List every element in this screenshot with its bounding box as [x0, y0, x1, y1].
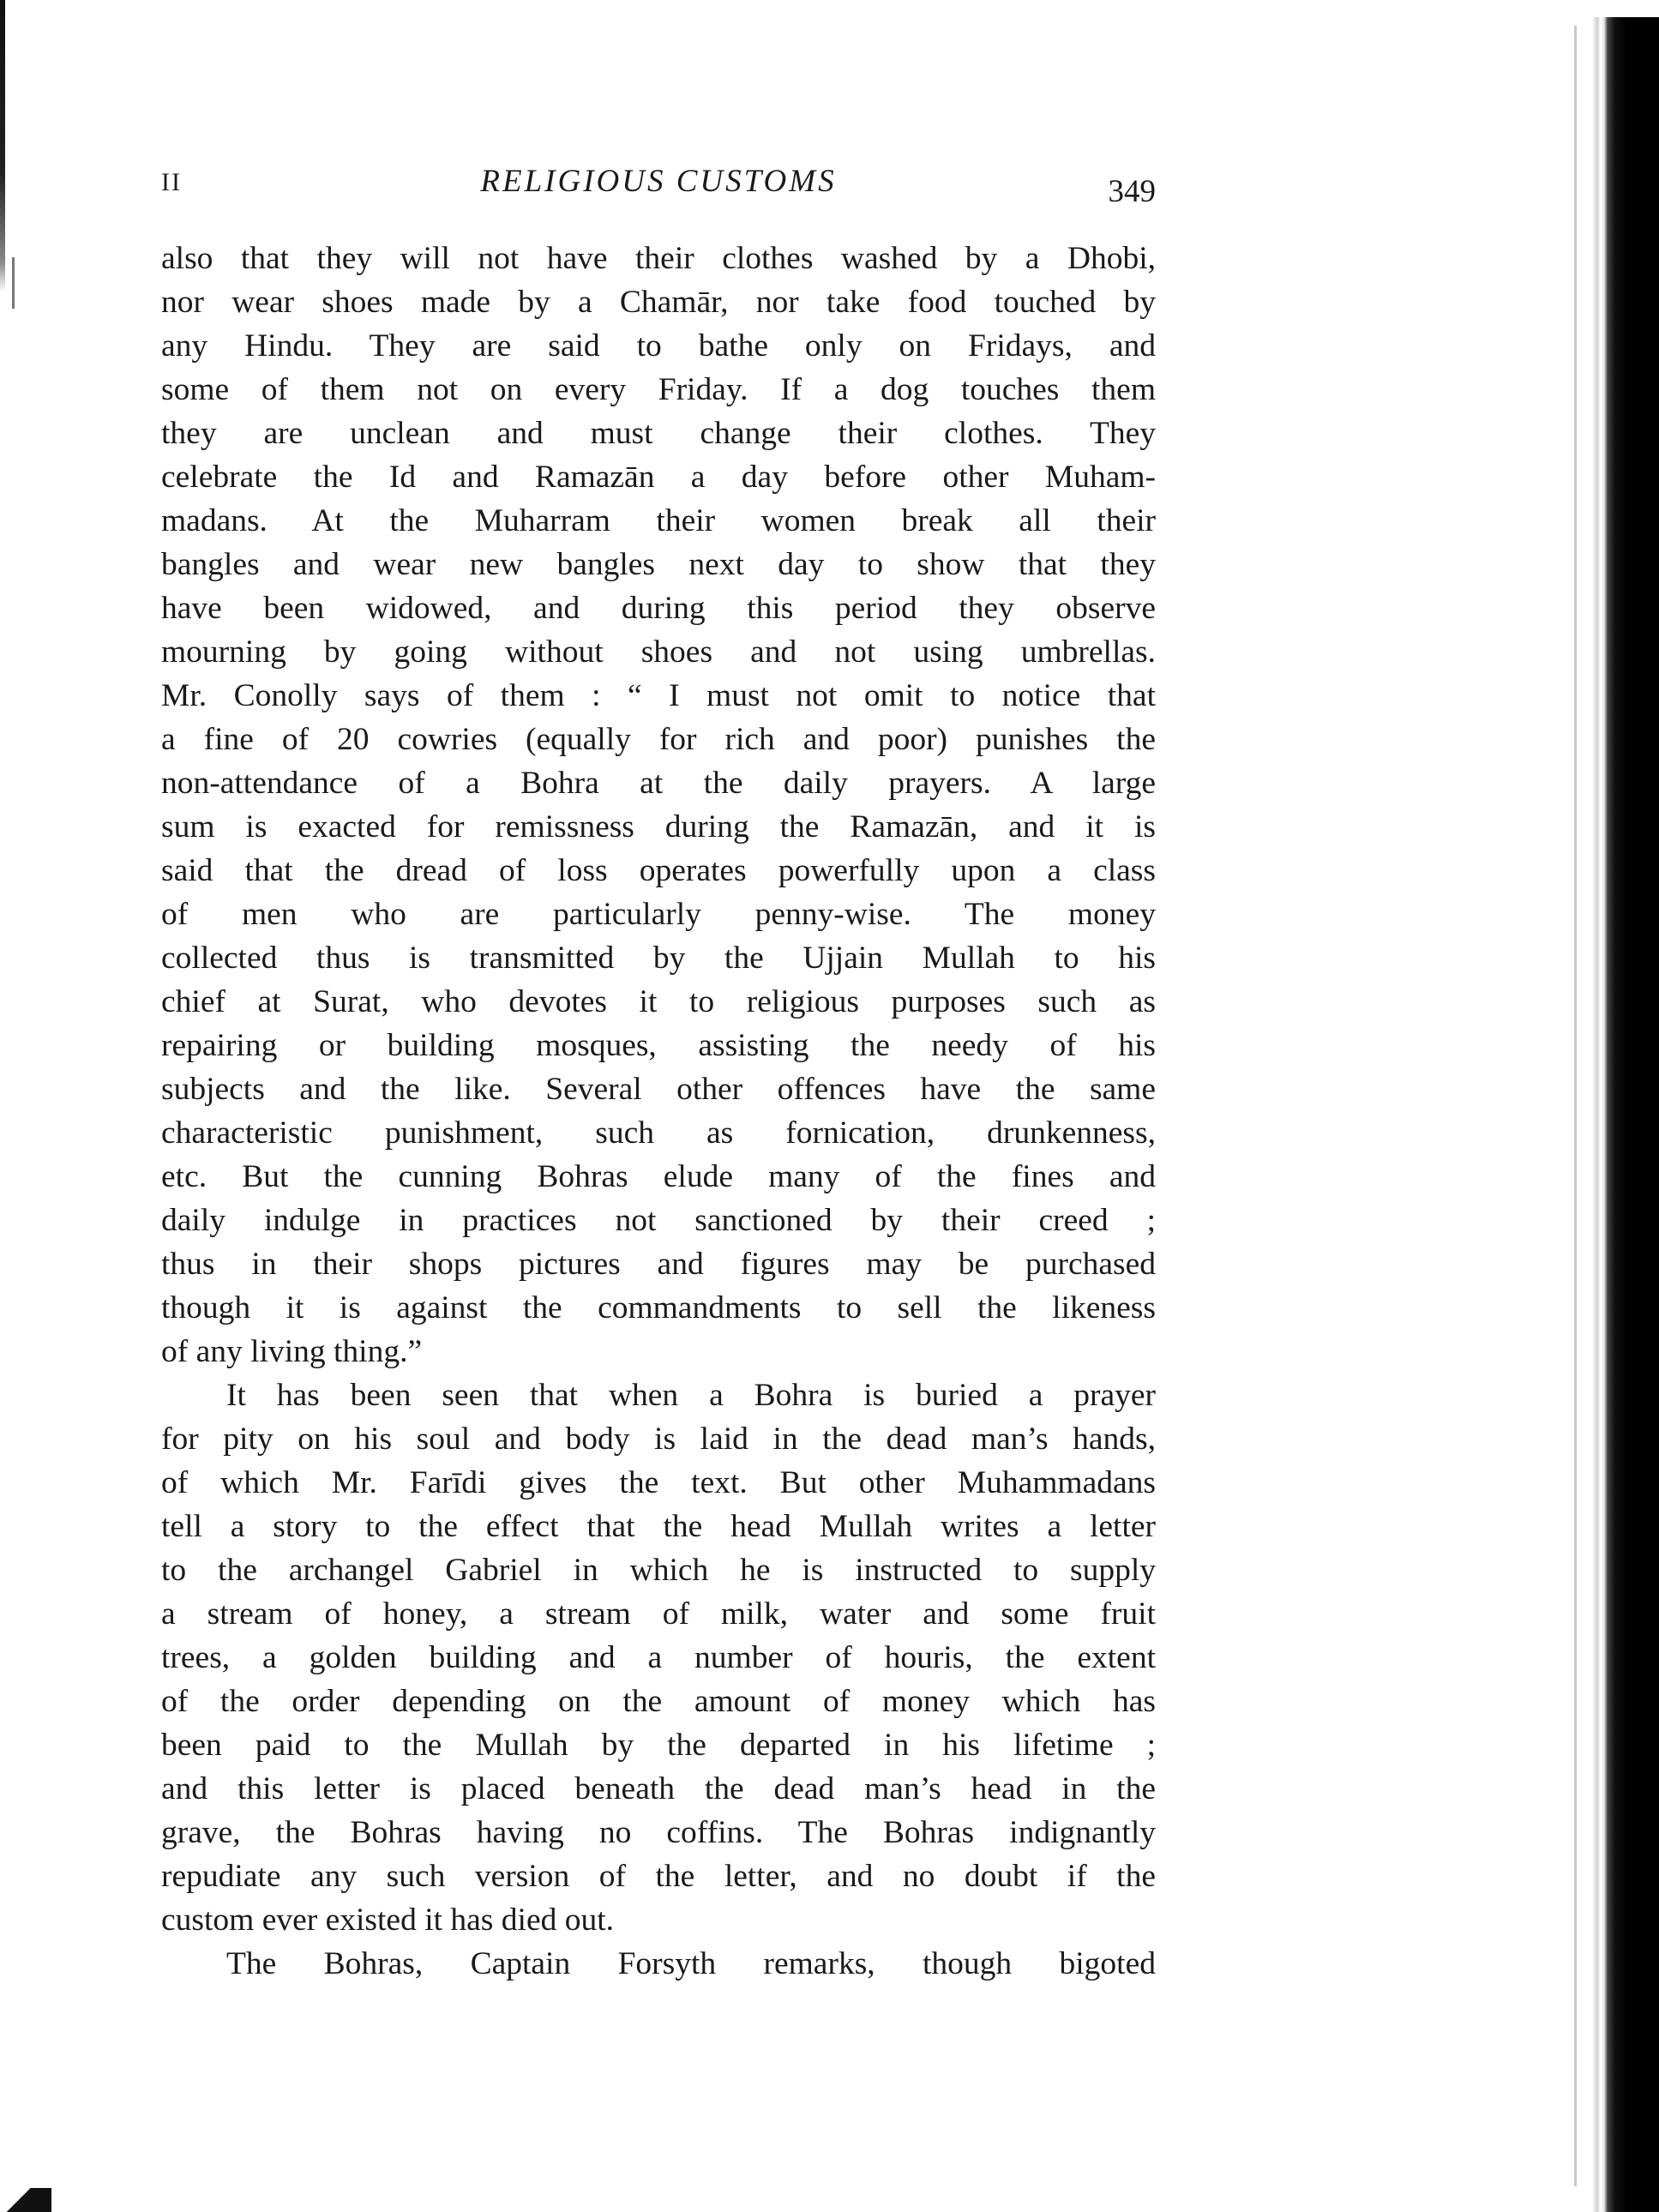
text-line: to the archangel Gabriel in which he is instructed to supply — [161, 1553, 1156, 1588]
chapter-numeral: II — [161, 168, 182, 196]
text-line: daily indulge in practices not sanctioned by their creed ; — [161, 1203, 1156, 1238]
text-line: been paid to the Mullah by the departed in his lifetime ; — [161, 1728, 1156, 1763]
text-line: sum is exacted for remissness during the Ramazān, and it is — [161, 809, 1156, 845]
text-line: any Hindu. They are said to bathe only on Fridays, and — [161, 328, 1156, 364]
text-line: madans. At the Muharram their women break all their — [161, 503, 1156, 538]
text-line: a fine of 20 cowries (equally for rich and poor) punishes the — [161, 722, 1156, 757]
binding-mark-left — [12, 257, 15, 309]
text-line: Mr. Conolly says of them : “ I must not omit to notice that — [161, 678, 1156, 713]
text-line: and this letter is placed beneath the dead man’s head in the — [161, 1771, 1156, 1806]
text-line: a stream of honey, a stream of milk, water and some fruit — [161, 1596, 1156, 1632]
text-line: non-attendance of a Bohra at the daily prayers. A large — [161, 766, 1156, 801]
text-line: bangles and wear new bangles next day to show that they — [161, 547, 1156, 582]
text-line: they are unclean and must change their clothes. They — [161, 416, 1156, 451]
page-number: 349 — [1108, 174, 1156, 209]
text-line: tell a story to the effect that the head Mullah writes a letter — [161, 1509, 1156, 1544]
text-line: chief at Surat, who devotes it to religious purposes such as — [161, 984, 1156, 1019]
text-line: repairing or building mosques, assisting the needy of his — [161, 1028, 1156, 1063]
text-line: have been widowed, and during this period they observe — [161, 591, 1156, 626]
text-line: characteristic punishment, such as fornication, drunkenness, — [161, 1115, 1156, 1151]
text-line: mourning by going without shoes and not using umbrellas. — [161, 634, 1156, 670]
running-title: RELIGIOUS CUSTOMS — [480, 164, 837, 199]
paragraph-start-line: The Bohras, Captain Forsyth remarks, though bigoted — [226, 1946, 1156, 1981]
text-line: though it is against the commandments to sell the likeness — [161, 1290, 1156, 1325]
text-line: said that the dread of loss operates powerfully upon a class — [161, 853, 1156, 888]
body-text — [161, 237, 1156, 1986]
page-edge-shadow-right — [1592, 17, 1659, 2212]
text-line: thus in their shops pictures and figures may be purchased — [161, 1247, 1156, 1282]
binding-shadow-left — [0, 0, 5, 292]
paragraph-start-line: It has been seen that when a Bohra is buried a prayer — [226, 1378, 1156, 1413]
running-header — [161, 164, 1156, 219]
paragraph-end-line: custom ever existed it has died out. — [161, 1902, 615, 1938]
text-line: collected thus is transmitted by the Ujjain Mullah to his — [161, 941, 1156, 976]
text-line: some of them not on every Friday. If a dog touches them — [161, 372, 1156, 407]
text-line: of which Mr. Farīdi gives the text. But other Muhammadans — [161, 1465, 1156, 1500]
text-line: for pity on his soul and body is laid in the dead man’s hands, — [161, 1422, 1156, 1457]
text-line: celebrate the Id and Ramazān a day before other Muham- — [161, 460, 1156, 495]
text-line: of the order depending on the amount of money which has — [161, 1684, 1156, 1719]
text-line: repudiate any such version of the letter, and no doubt if the — [161, 1859, 1156, 1894]
page-edge-line — [1574, 26, 1577, 2186]
text-line: etc. But the cunning Bohras elude many of the fines and — [161, 1159, 1156, 1194]
scan-corner-mark — [0, 2188, 51, 2212]
paragraph-end-line: of any living thing.” — [161, 1334, 423, 1369]
text-line: of men who are particularly penny-wise. The money — [161, 897, 1156, 932]
text-line: nor wear shoes made by a Chamār, nor take food touched by — [161, 285, 1156, 320]
text-line: subjects and the like. Several other offences have the same — [161, 1072, 1156, 1107]
text-line: grave, the Bohras having no coffins. The Bohras indignantly — [161, 1815, 1156, 1850]
text-line: trees, a golden building and a number of houris, the extent — [161, 1640, 1156, 1675]
text-line: also that they will not have their clothes washed by a Dhobi, — [161, 241, 1156, 276]
